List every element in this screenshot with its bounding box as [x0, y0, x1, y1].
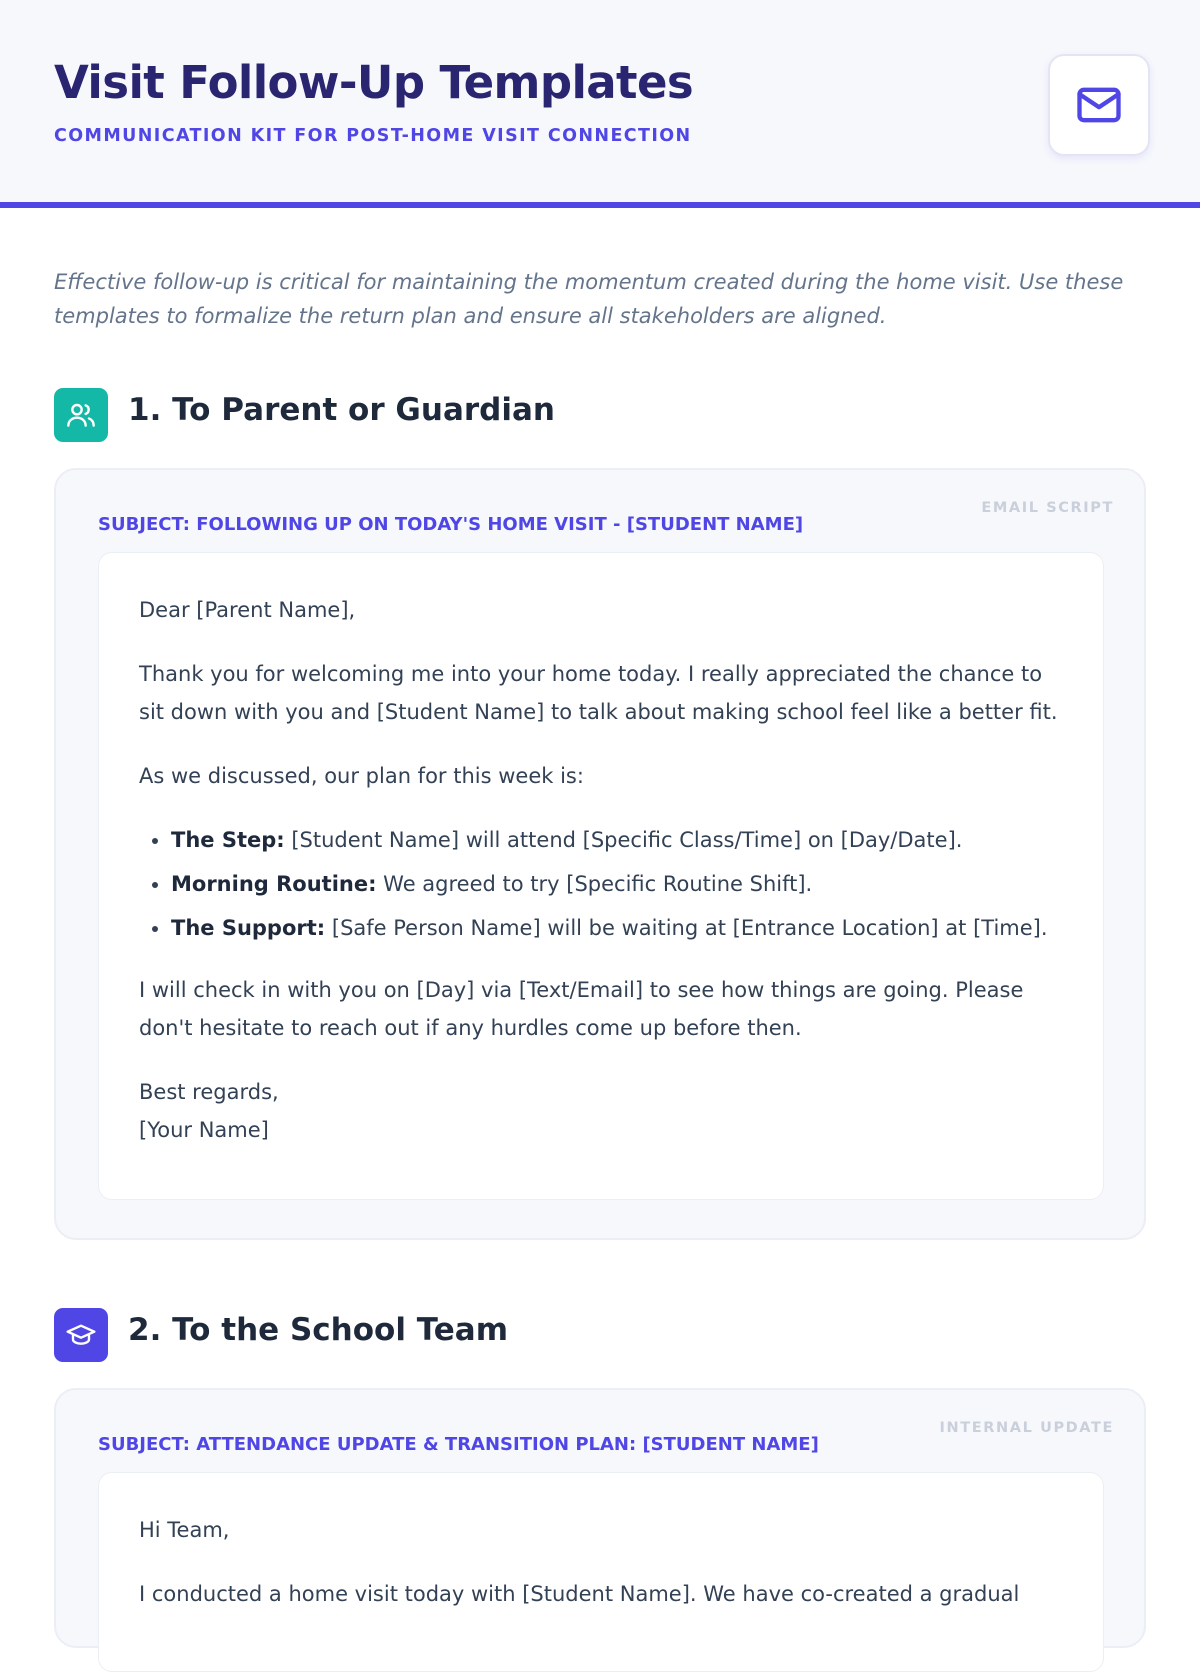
- card-tag: EMAIL SCRIPT: [981, 500, 1114, 516]
- email-subject: SUBJECT: ATTENDANCE UPDATE & TRANSITION PLAN: [STUDENT NAME]: [98, 1434, 819, 1455]
- users-icon: [54, 388, 108, 442]
- signature-line: [Your Name]: [139, 1118, 269, 1142]
- email-body: [98, 552, 1104, 1200]
- section-title-school: 2. To the School Team: [128, 1312, 509, 1348]
- list-item: [171, 909, 1063, 947]
- list-item-text: We agreed to try [Specific Routine Shift].: [376, 872, 813, 896]
- email-greeting: Hi Team,: [139, 1518, 230, 1542]
- email-greeting: Dear [Parent Name],: [139, 598, 356, 622]
- email-subject: SUBJECT: FOLLOWING UP ON TODAY'S HOME VISIT - [STUDENT NAME]: [98, 514, 804, 535]
- mail-button[interactable]: [1048, 54, 1150, 156]
- email-signoff: [139, 1073, 1063, 1149]
- list-item-text: [Student Name] will attend [Specific Class/Time] on [Day/Date].: [284, 828, 963, 852]
- list-item-text: [Safe Person Name] will be waiting at [Entrance Location] at [Time].: [325, 916, 1048, 940]
- email-body: [98, 1472, 1104, 1672]
- section-title-parent: 1. To Parent or Guardian: [128, 392, 555, 428]
- list-item-label: The Step:: [171, 828, 285, 852]
- list-item: [171, 821, 1063, 859]
- page-subtitle: COMMUNICATION KIT FOR POST-HOME VISIT CONNECTION: [54, 126, 692, 146]
- email-card-school: [54, 1388, 1146, 1648]
- email-paragraph: As we discussed, our plan for this week is:: [139, 764, 584, 788]
- email-paragraph: I will check in with you on [Day] via [Text/Email] to see how things are going. Please don't hesitate to reach out if any hurdles come up before then.: [139, 978, 1024, 1040]
- list-item: [171, 865, 1063, 903]
- list-item-label: The Support:: [171, 916, 326, 940]
- email-card-parent: [54, 468, 1146, 1240]
- email-paragraph: I conducted a home visit today with [Student Name]. We have co-created a gradual: [139, 1582, 1020, 1606]
- page-title: Visit Follow-Up Templates: [54, 56, 694, 109]
- mail-icon: [1073, 79, 1125, 131]
- plan-list: [139, 821, 1063, 947]
- list-item-label: Morning Routine:: [171, 872, 377, 896]
- graduation-cap-icon: [54, 1308, 108, 1362]
- email-paragraph: Thank you for welcoming me into your home today. I really appreciated the chance to sit down with you and [Student Name] to talk about making school feel like a better fit.: [139, 662, 1058, 724]
- card-tag: INTERNAL UPDATE: [939, 1420, 1114, 1436]
- intro-text: Effective follow-up is critical for maintaining the momentum created during the home visit. Use these templates to formalize the return plan and ensure all stakeholders are aligned.: [54, 270, 1124, 328]
- page-header: [0, 0, 1200, 208]
- signoff-line: Best regards,: [139, 1080, 279, 1104]
